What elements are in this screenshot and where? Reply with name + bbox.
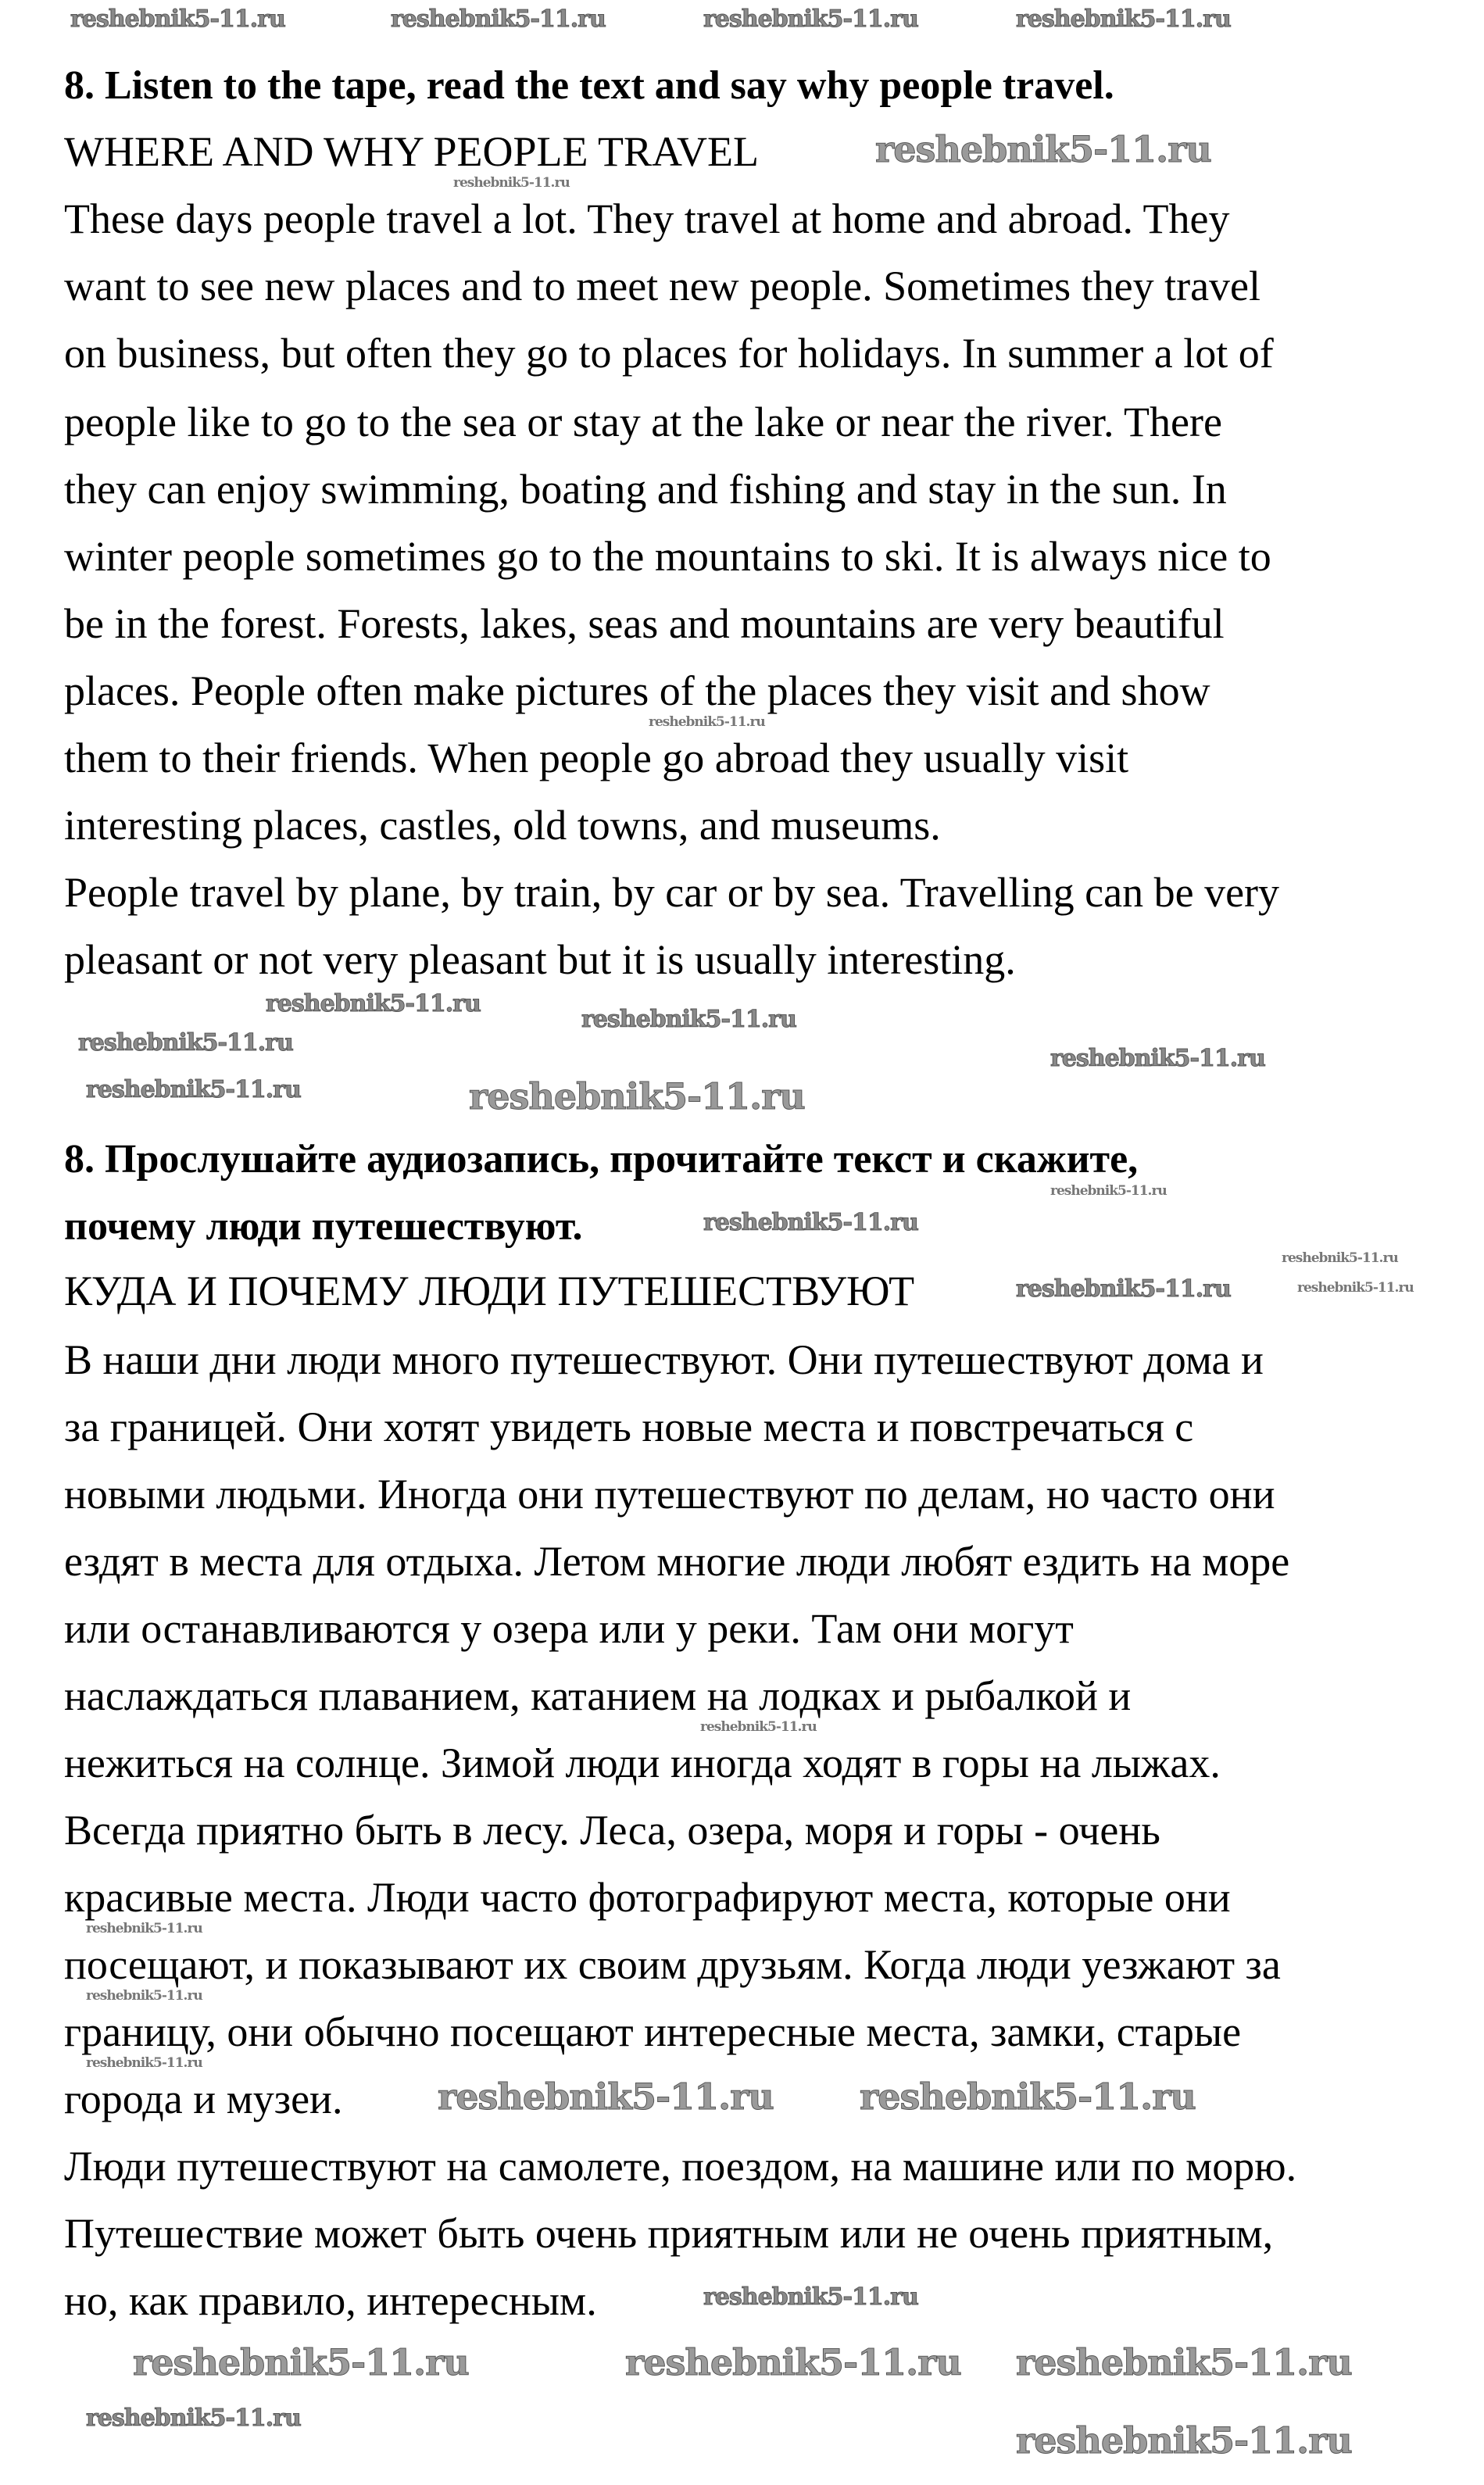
watermark: reshebnik5-11.ru [703,2283,918,2311]
watermark: reshebnik5-11.ru [86,2405,301,2432]
watermark: reshebnik5-11.ru [1016,5,1231,33]
task-heading-en: 8. Listen to the tape, read the text and say why people travel. [64,63,1114,108]
text-line: новыми людьми. Иногда они путешествуют по делам, но часто они [64,1471,1275,1518]
text-line: ездят в места для отдыха. Летом многие люди любят ездить на море [64,1538,1290,1585]
text-line: Всегда приятно быть в лесу. Леса, озера, моря и горы - очень [64,1807,1160,1854]
text-line: people like to go to the sea or stay at the lake or near the river. There [64,399,1222,445]
text-line: places. People often make pictures of the places they visit and show [64,667,1210,714]
watermark: reshebnik5-11.ru [86,1921,202,1936]
watermark: reshebnik5-11.ru [266,990,481,1017]
text-line: winter people sometimes go to the mountains to ski. It is always nice to [64,533,1271,580]
watermark: reshebnik5-11.ru [860,2076,1196,2118]
text-line: красивые места. Люди часто фотографируют места, которые они [64,1874,1231,1921]
watermark: reshebnik5-11.ru [581,1006,796,1033]
text-title-en: WHERE AND WHY PEOPLE TRAVEL [64,128,759,175]
watermark: reshebnik5-11.ru [78,1029,293,1057]
text-line: want to see new places and to meet new people. Sometimes they travel [64,263,1261,309]
text-title-ru: КУДА И ПОЧЕМУ ЛЮДИ ПУТЕШЕСТВУЮТ [64,1268,915,1314]
watermark: reshebnik5-11.ru [700,1719,817,1735]
text-line: People travel by plane, by train, by car or by sea. Travelling can be very [64,869,1280,916]
text-line: be in the forest. Forests, lakes, seas and mountains are very beautiful [64,600,1225,647]
text-line: on business, but often they go to places for holidays. In summer a lot of [64,330,1274,377]
watermark: reshebnik5-11.ru [703,1209,918,1236]
text-line: или останавливаются у озера или у реки. Там они могут [64,1605,1074,1652]
watermark: reshebnik5-11.ru [133,2341,469,2383]
text-line: нежиться на солнце. Зимой люди иногда ходят в горы на лыжах. [64,1740,1221,1786]
text-line: Путешествие может быть очень приятным или не очень приятным, [64,2210,1274,2257]
watermark: reshebnik5-11.ru [86,1988,202,2004]
watermark: reshebnik5-11.ru [875,128,1211,170]
watermark: reshebnik5-11.ru [625,2341,961,2383]
watermark: reshebnik5-11.ru [1016,1275,1231,1303]
watermark: reshebnik5-11.ru [1282,1250,1398,1266]
watermark: reshebnik5-11.ru [1297,1280,1414,1296]
watermark: reshebnik5-11.ru [86,2055,202,2071]
watermark: reshebnik5-11.ru [1050,1045,1265,1072]
text-line: но, как правило, интересным. [64,2277,597,2324]
watermark: reshebnik5-11.ru [453,175,570,191]
text-line: interesting places, castles, old towns, and museums. [64,802,941,849]
watermark: reshebnik5-11.ru [1016,2419,1352,2462]
watermark: reshebnik5-11.ru [1016,2341,1352,2383]
watermark: reshebnik5-11.ru [70,5,285,33]
watermark: reshebnik5-11.ru [438,2076,774,2118]
text-line: за границей. Они хотят увидеть новые места и повстречаться с [64,1403,1194,1450]
watermark: reshebnik5-11.ru [1050,1183,1167,1199]
task-heading-ru-line2: почему люди путешествуют. [64,1204,583,1249]
text-line: границу, они обычно посещают интересные места, замки, старые [64,2008,1242,2055]
text-line: В наши дни люди много путешествуют. Они путешествуют дома и [64,1336,1264,1383]
watermark: reshebnik5-11.ru [391,5,606,33]
text-line: them to their friends. When people go abroad they usually visit [64,735,1129,781]
text-line: наслаждаться плаванием, катанием на лодках и рыбалкой и [64,1672,1132,1719]
watermark: reshebnik5-11.ru [469,1075,805,1117]
watermark: reshebnik5-11.ru [703,5,918,33]
text-line: pleasant or not very pleasant but it is usually interesting. [64,936,1016,983]
watermark: reshebnik5-11.ru [86,1076,301,1103]
task-heading-ru-line1: 8. Прослушайте аудиозапись, прочитайте текст и скажите, [64,1137,1139,1182]
text-line: Люди путешествуют на самолете, поездом, на машине или по морю. [64,2143,1297,2190]
text-line: посещают, и показывают их своим друзьям. Когда люди уезжают за [64,1941,1281,1988]
text-line: they can enjoy swimming, boating and fishing and stay in the sun. In [64,466,1227,513]
text-line: These days people travel a lot. They travel at home and abroad. They [64,195,1230,242]
text-line: города и музеи. [64,2076,343,2122]
watermark: reshebnik5-11.ru [649,714,765,730]
